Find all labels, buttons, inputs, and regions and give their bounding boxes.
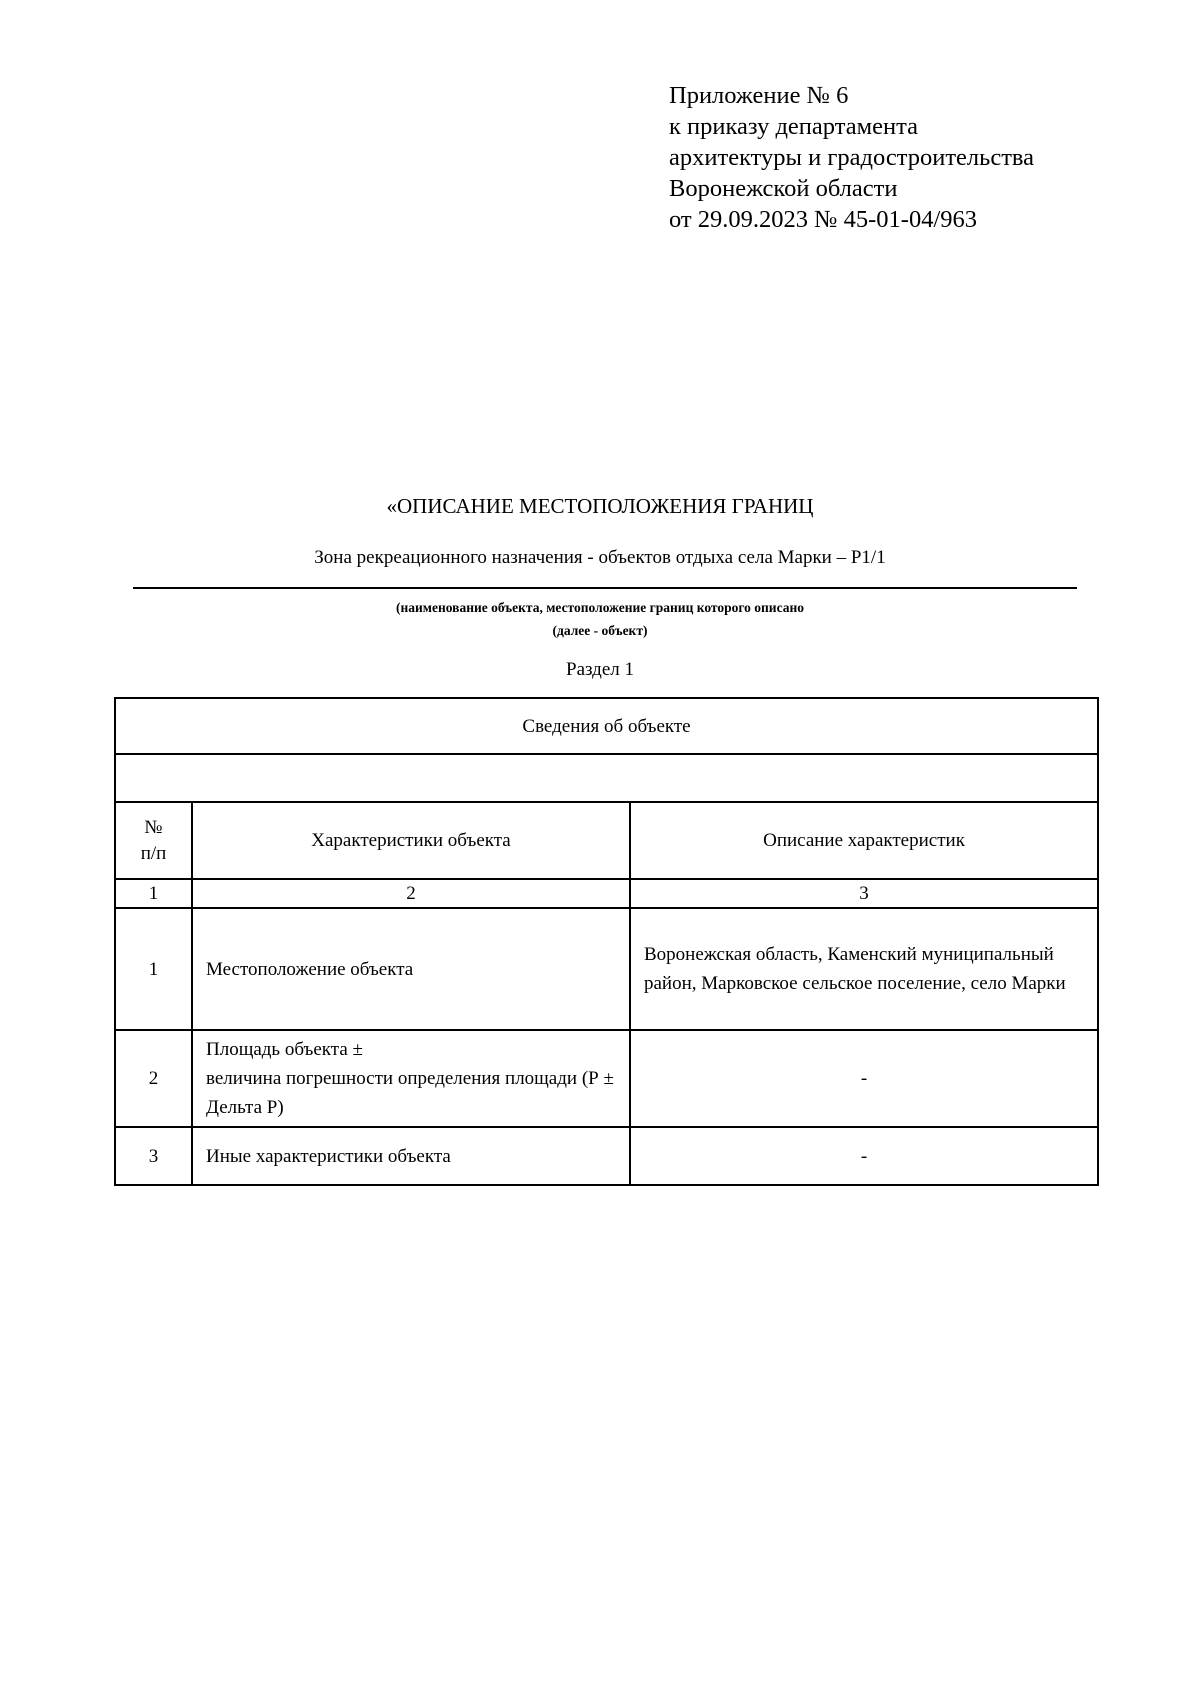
table-caption-row: [115, 698, 1098, 754]
object-info-table: [114, 697, 1099, 1186]
table-header-row: [115, 802, 1098, 879]
row-description: -: [630, 1030, 1098, 1127]
section-label: Раздел 1: [566, 659, 634, 680]
appendix-line: к приказу департамента: [669, 113, 918, 140]
appendix-line: от 29.09.2023 № 45-01-04/963: [669, 206, 978, 233]
row-characteristic: Иные характеристики объекта: [192, 1127, 630, 1185]
table-row: [115, 1127, 1098, 1185]
appendix-line: архитектуры и градостроительства: [669, 144, 1035, 171]
object-name-note: [0, 596, 1200, 642]
header-characteristics: Характеристики объекта: [192, 802, 630, 879]
row-description: Воронежская область, Каменский муниципальный район, Марковское сельское поселение, село Марки: [630, 908, 1098, 1030]
column-number: 1: [115, 879, 192, 908]
empty-cell: [115, 754, 1098, 802]
row-num: 2: [115, 1030, 192, 1127]
column-number-row: [115, 879, 1098, 908]
table-empty-row: [115, 754, 1098, 802]
appendix-line: Приложение № 6: [669, 82, 849, 109]
column-number: 3: [630, 879, 1098, 908]
document-title: «ОПИСАНИЕ МЕСТОПОЛОЖЕНИЯ ГРАНИЦ: [386, 494, 814, 518]
table-row: [115, 1030, 1098, 1127]
table-caption: Сведения об объекте: [115, 698, 1098, 754]
header-description: Описание характеристик: [630, 802, 1098, 879]
appendix-block: [669, 80, 1169, 235]
table-row: [115, 908, 1098, 1030]
row-description: -: [630, 1127, 1098, 1185]
note-line: (наименование объекта, местоположение границ которого описано: [395, 600, 805, 615]
row-characteristic: Площадь объекта ± величина погрешности определения площади (Р ± Дельта Р): [192, 1030, 630, 1127]
underline-divider: [133, 587, 1077, 589]
object-name: Зона рекреационного назначения - объектов отдыха села Марки – Р1/1: [314, 547, 886, 568]
header-num: № п/п: [115, 802, 192, 879]
row-characteristic: Местоположение объекта: [192, 908, 630, 1030]
row-num: 3: [115, 1127, 192, 1185]
row-num: 1: [115, 908, 192, 1030]
column-number: 2: [192, 879, 630, 908]
appendix-line: Воронежской области: [669, 175, 898, 202]
note-line: (далее - объект): [552, 623, 648, 638]
